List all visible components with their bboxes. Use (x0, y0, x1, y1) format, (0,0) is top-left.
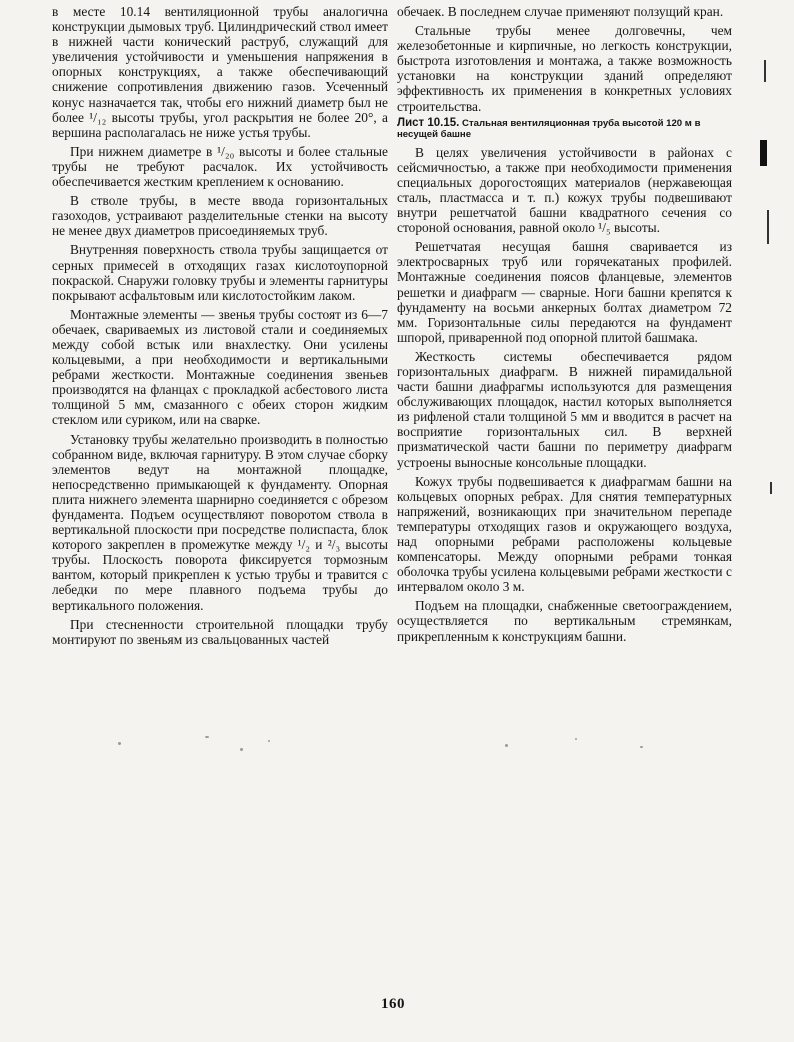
scan-mark (770, 482, 772, 494)
paragraph: При нижнем диаметре в ¹/₂₀ высоты и более стальные трубы не требуют расчалок. Их устойчивость обеспечивается жестким креплением к основанию. (52, 143, 388, 190)
paragraph: Подъем на площадки, снабженные светоограждением, осуществляется по вертикальным стремянкам, прикрепленным к конструкциям башни. (397, 598, 732, 644)
paragraph: Решетчатая несущая башня сваривается из электросварных труб или горячекатаных профилей. Монтажные соединения поясов фланцевые, элементов решетки и диафрагм — сварные. Ноги башни крепятся к фундаменту на восьми анкерных болтах диаметром 72 мм. Горизонтальные силы передаются на фундамент шпорой, приваренной под опорной плитой башмака. (397, 239, 732, 345)
scan-mark (764, 60, 766, 82)
paragraph: При стесненности строительной площадки трубу монтируют по звеньям из свальцованных частей (52, 616, 388, 647)
paragraph: Монтажные элементы — звенья трубы состоят из 6—7 обечаек, свариваемых из листовой стали и соединяемых между собой встык или внахлестку. Они усилены кольцевыми, а при необходимости и вертикальными ребрами жесткости. Монтажные соединения звеньев производятся на фланцах с прокладкой асбестового листа толщиной 5 мм, смазанного с обеих сторон жидким стеклом или суриком, или на сварке. (52, 306, 388, 428)
left-text-column (52, 4, 388, 651)
paragraph: Установку трубы желательно производить в полностью собранном виде, включая гарнитуру. В этом случае сборку элементов ведут на монтажной площадке, непосредственно примыкающей к фундаменту. Опорная плита нижнего элемента шарнирно соединяется с обрезом фундамента. Подъем осуществляют поворотом ствола в вертикальной плоскости при посредстве полиспаста, блок которого закреплен в промежутке между ¹/₂ и ²/₃ высоты трубы. Плоскость поворота фиксируется тормозным вантом, который прикреплен к устью трубы и травится с лебедки по мере плавного подъема трубы до вертикального положения. (52, 431, 388, 613)
caption-text: Стальная вентиляционная труба высотой 120 м в несущей башне (397, 117, 701, 141)
paragraph: Стальные трубы менее долговечны, чем железобетонные и кирпичные, но легкость конструкции, быстрота изготовления и монтажа, а также возможность установки на конструкции зданий определяют эффективность их применения в конкретных условиях строительства. (397, 23, 732, 114)
scan-speck (505, 744, 508, 747)
right-text-column (397, 4, 732, 648)
paragraph: Внутренняя поверхность ствола трубы защищается от серных примесей в отходящих газах кислотоупорной покраской. Снаружи головку трубы и элементы гарнитуры покрывают асфальтовым или кислотостойким лаком. (52, 242, 388, 303)
scan-speck (118, 742, 121, 745)
scan-speck (240, 748, 243, 751)
paragraph: Кожух трубы подвешивается к диафрагмам башни на кольцевых опорных ребрах. Для снятия температурных напряжений, возникающих при значительном перепаде температуры отходящих газов и окружающего воздуха, над опорными ребрами расположены кольцевые компенсаторы. Между опорными ребрами тонкая оболочка трубы усилена кольцевыми ребрами жесткости с интервалом около 3 м. (397, 473, 732, 595)
caption-number: Лист 10.15. (397, 116, 460, 129)
paragraph: В стволе трубы, в месте ввода горизонтальных газоходов, устраивают разделительные стенки на высоту не менее двух диаметров присоединяемых труб. (52, 193, 388, 239)
scan-speck (640, 746, 643, 748)
paragraph: в месте 10.14 вентиляционной трубы аналогична конструкции дымовых труб. Цилиндрический ствол имеет в нижней части конический раструб, служащий для увеличения устойчивости и уменьшения напряжения в опорных конструкциях, а также обеспечивающий снижение сопротивления движению газов. Усеченный конус назначается так, чтобы его нижний диаметр был не более ¹/₁₂ высоты трубы, угол раскрытия не более 20°, а вершина располагалась не ниже устья трубы. (52, 4, 388, 140)
page-number: 160 (381, 996, 405, 1012)
scan-mark (760, 140, 767, 166)
paragraph: Жесткость системы обеспечивается рядом горизонтальных диафрагм. В нижней пирамидальной части башни диафрагмы используются для размещения обслуживающих площадок, настил которых выполняется из рифленой стали толщиной 5 мм и вводится в расчет на восприятие горизонтальных сил. В верхней призматической части башни по периметру диафрагм устроены выносные консольные площадки. (397, 348, 732, 470)
figure-caption (397, 118, 732, 141)
paragraph: обечаек. В последнем случае применяют ползущий кран. (397, 4, 724, 19)
scan-speck (575, 738, 577, 740)
paragraph: В целях увеличения устойчивости в районах с сейсмичностью, а также при необходимости применения специальных дорогостоящих материалов (нержавеющая сталь, пластмасса и т. п.) кожух трубы подвешивают внутри решетчатой башни квадратного сечения со стороной основания, равной около ¹/₅ высоты. (397, 144, 732, 236)
scan-mark (767, 210, 769, 244)
scan-speck (268, 740, 270, 742)
scan-speck (205, 736, 209, 738)
